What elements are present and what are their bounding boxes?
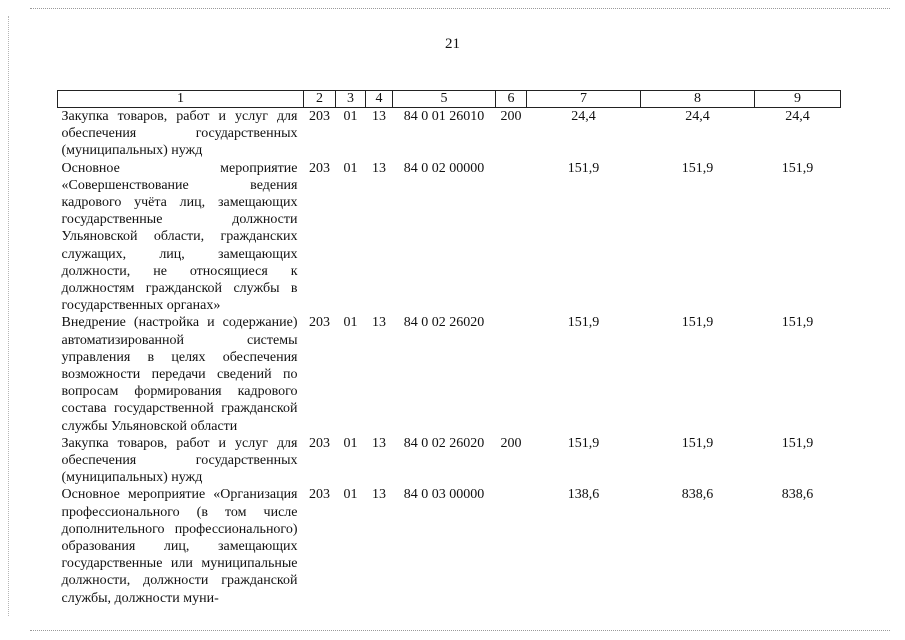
row-value-8: 151,9 [681,315,714,331]
scan-edge-left [8,16,9,616]
row-value-7: 151,9 [567,160,600,176]
row-value-9: 24,4 [785,109,810,124]
row-code-2: 203 [309,315,330,331]
row-code-2: 203 [309,160,330,176]
row-value-9: 838,6 [781,487,814,503]
column-header: 9 [755,91,841,108]
row-code-4: 13 [372,435,386,451]
row-code-6: 200 [500,435,522,451]
table-row [58,108,841,160]
row-code-6 [496,486,527,606]
row-code-5: 84 0 03 00000 [403,487,485,503]
row-code-5: 84 0 01 26010 [403,109,485,124]
row-code-2: 203 [309,487,330,503]
row-code-3: 01 [343,435,358,451]
table-header-row [58,91,841,108]
scan-edge-bottom [30,630,890,631]
row-code-2: 203 [309,435,330,451]
page-number: 21 [445,36,460,52]
row-code-5: 84 0 02 26020 [403,315,485,331]
row-value-8: 24,4 [685,109,710,124]
row-code-3: 01 [343,315,358,331]
column-header: 2 [304,91,336,108]
row-value-7: 138,6 [567,487,600,503]
row-value-9: 151,9 [781,315,814,331]
table-row [58,435,841,487]
row-code-6 [496,314,527,434]
column-header: 3 [336,91,366,108]
column-header: 4 [366,91,393,108]
row-value-7: 24,4 [571,109,596,124]
row-description: Основное мероприятие «Совершенствование ведения кадрового учёта лиц, замещающих государственные должности Ульяновской области, гражданских служащих, лиц, замещающих должности, не относящиеся к должностям гражданской службы в государственных органах» [61,160,298,314]
row-code-5: 84 0 02 26020 [403,435,485,451]
scan-edge-top [30,8,890,9]
row-code-4: 13 [372,109,386,124]
row-code-3: 01 [343,109,358,124]
row-code-6: 200 [500,109,522,124]
column-header: 5 [393,91,496,108]
row-description: Основное мероприятие «Организация профессионального (в том числе дополнительного профессионального) образования лиц, замещающих государственные или муниципальные должности, должности гражданской службы, должности муни- [61,487,298,606]
row-code-6 [496,160,527,315]
row-description: Закупка товаров, работ и услуг для обеспечения государственных (муниципальных) нужд [61,109,298,159]
row-value-8: 151,9 [681,435,714,451]
row-value-8: 838,6 [681,487,714,503]
row-code-4: 13 [372,487,386,503]
row-code-2: 203 [309,109,330,124]
row-value-7: 151,9 [567,435,600,451]
column-header: 8 [641,91,755,108]
row-value-9: 151,9 [781,435,814,451]
row-value-9: 151,9 [781,160,814,176]
row-code-5: 84 0 02 00000 [403,160,485,176]
row-code-3: 01 [343,160,358,176]
row-code-4: 13 [372,315,386,331]
column-header: 1 [58,91,304,108]
row-description: Внедрение (настройка и содержание) автоматизированной системы управления в целях обеспечения возможности передачи сведений по вопросам формирования кадрового состава государственной гражданской службы Ульяновской области [61,315,298,434]
row-code-3: 01 [343,487,358,503]
row-value-8: 151,9 [681,160,714,176]
column-header: 7 [527,91,641,108]
row-code-4: 13 [372,160,386,176]
table-row [58,160,841,315]
budget-table [57,90,841,607]
table-row [58,486,841,606]
table-row [58,314,841,434]
column-header: 6 [496,91,527,108]
row-description: Закупка товаров, работ и услуг для обеспечения государственных (муниципальных) нужд [61,435,298,486]
row-value-7: 151,9 [567,315,600,331]
